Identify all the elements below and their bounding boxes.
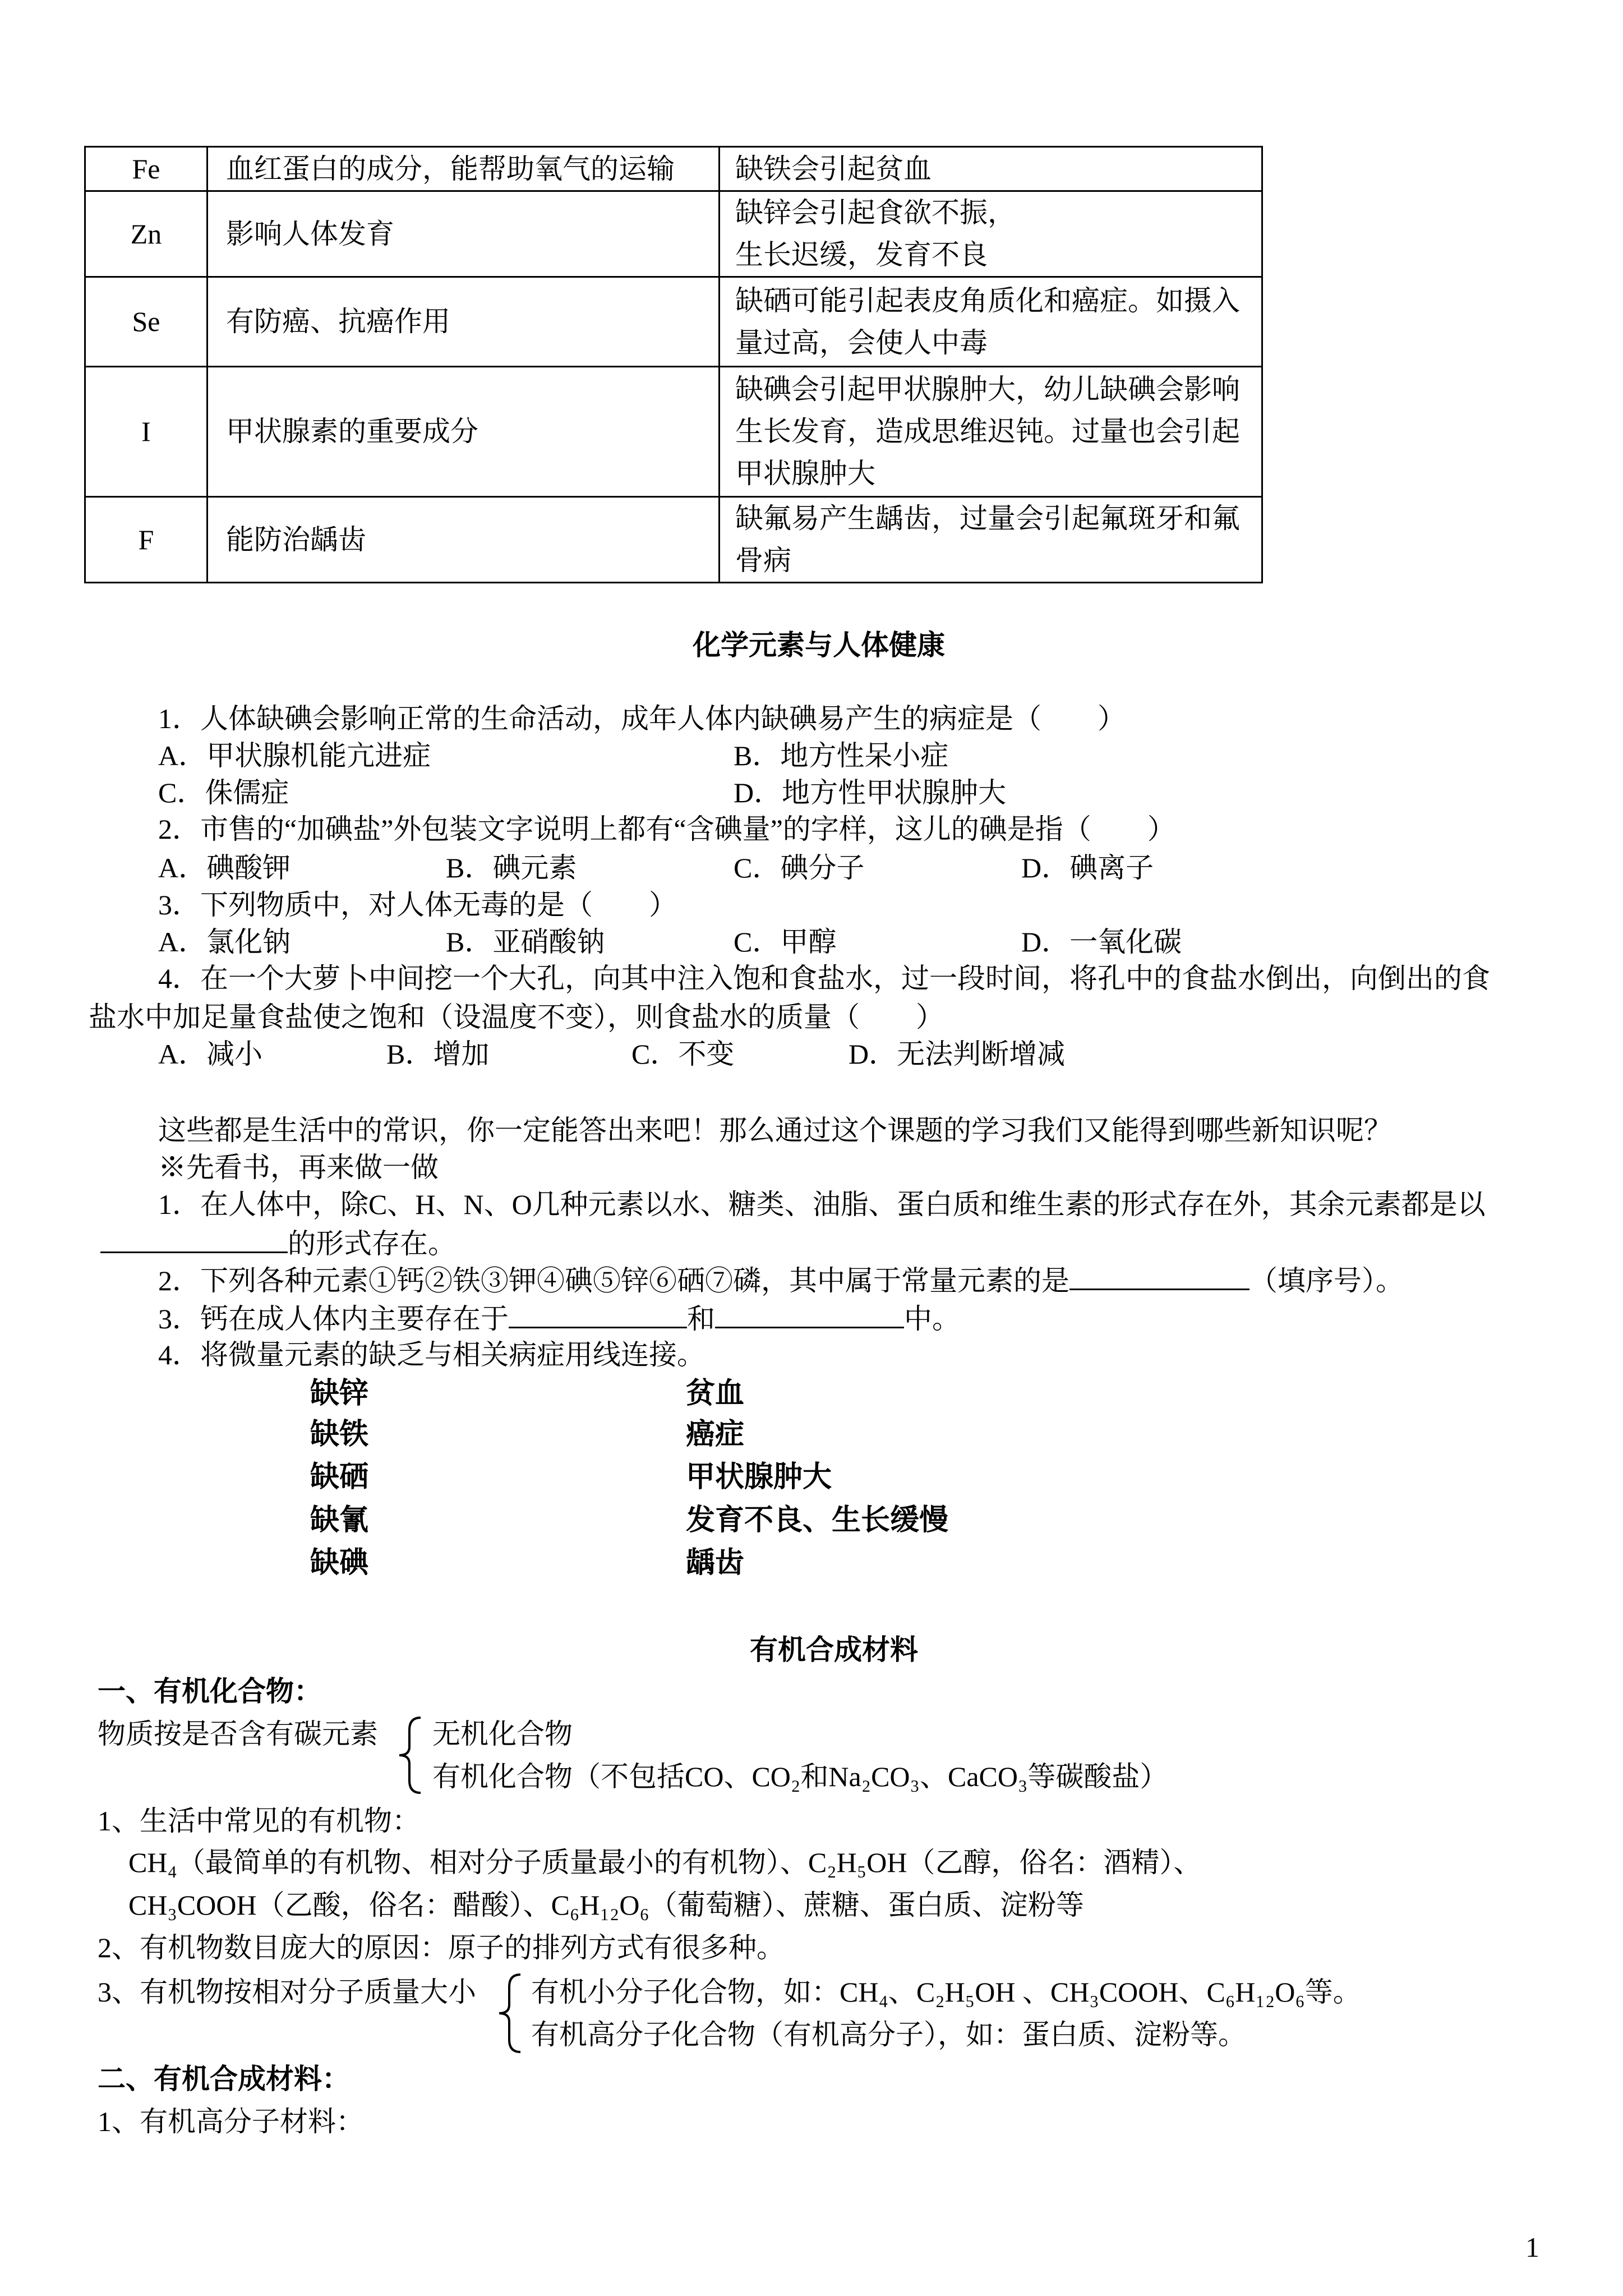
option-b: B．亚硝酸钠 <box>446 926 605 958</box>
list-item-detail: CH₃COOH（乙酸，俗名：醋酸）、C₆H₁₂O₆（葡萄糖）、蔗糖、蛋白质、淀粉等 <box>128 1889 1084 1921</box>
effect-line: 缺碘会引起甲状腺肿大，幼儿缺碘会影响 <box>735 374 1240 405</box>
classification-option: 有机化合物（不包括CO、CO₂和Na₂CO₃、CaCO₃等碳酸盐） <box>432 1761 1168 1792</box>
option-c: C．侏儒症 <box>158 777 289 808</box>
element-deficiency-effect <box>720 277 1262 367</box>
question-stem: 1．人体缺碘会影响正常的生命活动，成年人体内缺碘易产生的病症是（ ） <box>158 703 1126 734</box>
classification-option: 有机小分子化合物，如：CH₄、C₂H₅OH 、CH₃COOH、C₆H₁₂O₆等。 <box>531 1976 1361 2008</box>
element-symbol: F <box>85 497 208 583</box>
study-note: ※先看书，再来做一做 <box>158 1152 439 1183</box>
trace-element-table <box>84 146 1263 583</box>
list-item: 1、有机高分子材料： <box>98 2106 364 2137</box>
deficiency-item: 缺硒 <box>310 1460 369 1494</box>
fill-text: 和 <box>687 1303 715 1335</box>
fill-question-2 <box>158 1263 1404 1297</box>
option-d: D．碘离子 <box>1021 852 1154 884</box>
disease-item: 发育不良、生长缓慢 <box>686 1503 949 1537</box>
table-row <box>85 147 1262 191</box>
fill-question-1: 1．在人体中，除C、H、N、O几种元素以水、糖类、油脂、蛋白质和维生素的形式存在外，其余元素都是以 <box>158 1189 1486 1220</box>
curly-brace-icon <box>394 1715 425 1795</box>
intro-paragraph: 这些都是生活中的常识，你一定能答出来吧！那么通过这个课题的学习我们又能得到哪些新知识呢？ <box>158 1115 1392 1146</box>
section-title: 有机合成材料 <box>750 1634 918 1665</box>
effect-line: 量过高，会使人中毒 <box>735 326 988 358</box>
element-function: 血红蛋白的成分，能帮助氧气的运输 <box>208 147 720 191</box>
list-item: 2、有机物数目庞大的原因：原子的排列方式有很多种。 <box>98 1932 785 1963</box>
effect-line: 骨病 <box>735 545 791 576</box>
classification-option: 有机高分子化合物（有机高分子），如：蛋白质、淀粉等。 <box>531 2019 1246 2050</box>
list-item-detail: CH₄（最简单的有机物、相对分子质量最小的有机物）、C₂H₅OH（乙醇，俗名：酒精）、 <box>128 1847 1202 1878</box>
element-function: 甲状腺素的重要成分 <box>208 367 720 497</box>
section-heading: 二、有机合成材料： <box>98 2063 350 2095</box>
table-row <box>85 191 1262 277</box>
fill-question-4: 4．将微量元素的缺乏与相关病症用线连接。 <box>158 1339 705 1370</box>
effect-line: 缺锌会引起食欲不振， <box>735 197 1016 228</box>
table-row <box>85 367 1262 497</box>
effect-line: 缺氟易产生龋齿，过量会引起氟斑牙和氟 <box>735 503 1240 534</box>
option-b: B．碘元素 <box>446 852 577 884</box>
fill-question-1-continued <box>100 1226 456 1260</box>
element-deficiency-effect <box>720 367 1262 497</box>
option-c: C．甲醇 <box>734 926 837 958</box>
option-a: A．氯化钠 <box>158 926 291 958</box>
fill-text: 2．下列各种元素①钙②铁③钾④碘⑤锌⑥硒⑦磷，其中属于常量元素的是 <box>158 1265 1069 1296</box>
fill-text: 的形式存在。 <box>288 1228 456 1259</box>
disease-item: 甲状腺肿大 <box>686 1460 832 1494</box>
element-symbol: Se <box>85 277 208 367</box>
table-row <box>85 277 1262 367</box>
disease-item: 龋齿 <box>686 1546 745 1580</box>
element-function: 有防癌、抗癌作用 <box>208 277 720 367</box>
element-deficiency-effect <box>720 147 1262 191</box>
fill-text: （填序号）。 <box>1249 1265 1404 1296</box>
option-d: D．无法判断增减 <box>849 1038 1066 1070</box>
element-symbol: Fe <box>85 147 208 191</box>
option-a: A．减小 <box>158 1038 263 1070</box>
classification-label: 3、有机物按相对分子质量大小 <box>98 1976 476 2008</box>
deficiency-item: 缺氰 <box>310 1503 369 1537</box>
option-b: B．地方性呆小症 <box>734 740 949 771</box>
element-deficiency-effect <box>720 191 1262 277</box>
classification-option: 无机化合物 <box>432 1718 573 1750</box>
answer-blank <box>1069 1263 1249 1290</box>
page-number: 1 <box>1525 2231 1539 2263</box>
table-row <box>85 497 1262 583</box>
deficiency-item: 缺铁 <box>310 1418 369 1451</box>
effect-line: 甲状腺肿大 <box>735 458 875 489</box>
deficiency-item: 缺锌 <box>310 1377 369 1410</box>
option-a: A．碘酸钾 <box>158 852 291 884</box>
effect-line: 生长发育，造成思维迟钝。过量也会引起 <box>735 416 1240 447</box>
element-function: 影响人体发育 <box>208 191 720 277</box>
question-stem: 3．下列物质中，对人体无毒的是（ ） <box>158 889 677 921</box>
deficiency-item: 缺碘 <box>310 1546 369 1580</box>
question-stem: 4．在一个大萝卜中间挖一个大孔，向其中注入饱和食盐水，过一段时间，将孔中的食盐水倒出，向倒出的食 <box>158 963 1490 994</box>
classification-label: 物质按是否含有碳元素 <box>98 1718 378 1750</box>
question-stem: 2．市售的“加碘盐”外包装文字说明上都有“含碘量”的字样，这儿的碘是指（ ） <box>158 813 1175 845</box>
fill-text: 中。 <box>904 1303 960 1335</box>
disease-item: 贫血 <box>686 1377 745 1410</box>
effect-line: 缺硒可能引起表皮角质化和癌症。如摄入 <box>735 284 1240 316</box>
question-stem-continued: 盐水中加足量食盐使之饱和（设温度不变），则食盐水的质量（ ） <box>89 1001 944 1033</box>
element-symbol: Zn <box>85 191 208 277</box>
option-d: D．地方性甲状腺肿大 <box>734 777 1007 808</box>
option-a: A．甲状腺机能亢进症 <box>158 740 431 771</box>
curly-brace-icon <box>494 1972 525 2054</box>
option-d: D．一氧化碳 <box>1021 926 1182 958</box>
effect-line: 生长迟缓，发育不良 <box>735 239 988 270</box>
effect-line: 缺铁会引起贫血 <box>735 153 932 185</box>
answer-blank <box>509 1301 687 1328</box>
answer-blank <box>100 1226 288 1253</box>
answer-blank <box>715 1301 904 1328</box>
section-title: 化学元素与人体健康 <box>693 629 945 661</box>
fill-question-3 <box>158 1301 960 1336</box>
fill-text: 3．钙在成人体内主要存在于 <box>158 1303 509 1335</box>
disease-item: 癌症 <box>686 1418 745 1451</box>
element-symbol: I <box>85 367 208 497</box>
element-deficiency-effect <box>720 497 1262 583</box>
section-heading: 一、有机化合物： <box>98 1676 322 1707</box>
option-c: C．不变 <box>631 1038 735 1070</box>
list-item: 1、生活中常见的有机物： <box>98 1805 420 1837</box>
element-function: 能防治龋齿 <box>208 497 720 583</box>
option-b: B．增加 <box>386 1038 490 1070</box>
option-c: C．碘分子 <box>734 852 865 884</box>
